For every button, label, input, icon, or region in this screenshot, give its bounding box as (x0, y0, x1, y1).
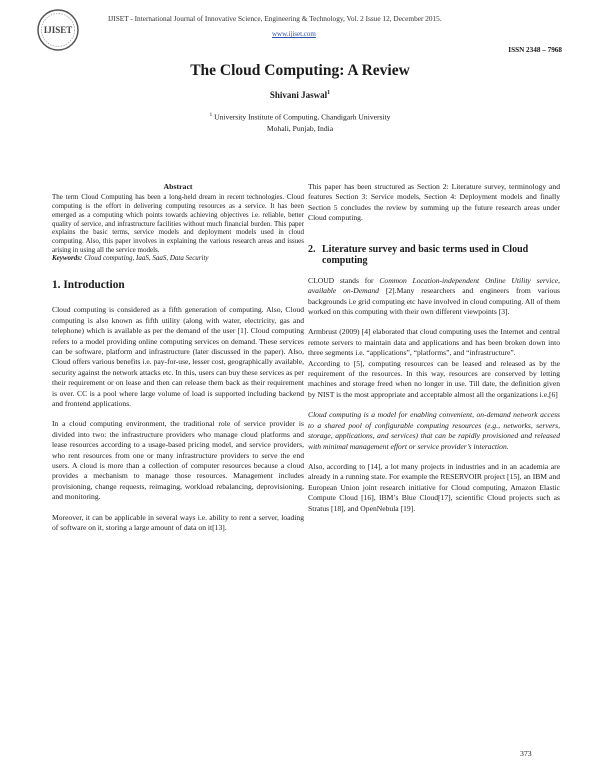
section-1-number: 1. (52, 279, 61, 292)
page-number: 373 (520, 749, 532, 758)
keywords-values: Cloud computing, IaaS, SaaS, Data Security (84, 254, 209, 263)
literature-paragraph-3: According to [5], computing resources can be leased and released as by the requirement of the resources. In this way, resources are conserved by letting machines and storage freed when no longer in use. Till date, the definition given by NIST is the most appropriate and acceptable almost all the organizations i.e.[6] (308, 358, 560, 399)
svg-text:IJISET: IJISET (43, 25, 73, 35)
affiliation-line-1 (0, 110, 600, 123)
ijiset-logo (36, 8, 80, 52)
cloud-acronym-expansion: Common Location-independent Online Utility service, available on-Demand (308, 275, 560, 296)
section-2-heading (308, 244, 560, 267)
literature-paragraph-1 (308, 276, 560, 318)
section-2-number: 2. (308, 243, 316, 255)
author-name (0, 90, 600, 100)
author-superscript: 1 (327, 90, 331, 96)
journal-url-link[interactable]: www.ijiset.com (272, 30, 316, 38)
affiliation-institute: University Institute of Computing, Chandigarh University (214, 112, 391, 122)
intro-paragraph-3: Moreover, it can be applicable in several ways i.e. ability to rent a server, loading of software on it, storing a large amount of data on it[13]. (52, 512, 304, 533)
abstract-text: The term Cloud Computing has been a long-held dream in recent technologies. Cloud computing is the effort in delivering computing resources as a service. It has been emerged as a computing which points towards achieving objectives i.e. reliable, better quality of service, and infrastructure facilities without much financial burden. This paper explains the basic terms, service models and deployment models used in cloud computing. Also, this paper involves in explaining the various research areas and issues arising in using all the service models. (52, 193, 304, 254)
literature-p1-start: CLOUD stands for (308, 275, 380, 285)
section-1-title: Introduction (63, 279, 125, 292)
author-name-text: Shivani Jaswal (269, 90, 328, 100)
keywords-line (52, 254, 304, 263)
journal-header: IJISET - International Journal of Innovative Science, Engineering & Technology, Vol. 2 Issue 12, December 2015. (108, 14, 442, 23)
issn-label: ISSN 2348 – 7968 (508, 46, 562, 54)
left-column (52, 182, 304, 533)
section-2-title: Literature survey and basic terms used in Cloud computing (322, 243, 529, 267)
structure-paragraph: This paper has been structured as Section 2: Literature survey, terminology and features Section 3: Service models, Section 4: Deployment models and finally Section 5 concludes the review by summing up the future research areas under Cloud computing. (308, 182, 560, 223)
affiliation (0, 110, 600, 134)
keywords-label: Keywords: (52, 254, 83, 263)
literature-paragraph-4: Also, according to [14], a lot many projects in industries and in an academia are already in a running state. For example the RESERVOIR project [15], an IBM and European Union joint research initiative for Cloud computing, Amazon Elastic Compute Cloud [16], IBM’s Blue Cloud[17], scientific Cloud projects such as Stratus [18], and OpenNebula [19]. (308, 461, 560, 513)
intro-paragraph-1: Cloud computing is considered as a fifth generation of computing. Also, Cloud computing is also known as fifth utility (along with water, electricity, gas and telephone) which is available as per the demand of the user [1]. Cloud computing refers to a model providing online computing services on demand. These services can be software, platform and infrastructure (later discussed in the paper). Also, Cloud offers various benefits i.e. pay-for-use, lesser cost, geographically available, security against the network attacks etc. In this, users can buy these services as per their requirement or on lease and then can release them back as their requirement is over. CC is a pool where large volume of load is supported including backend and frontend applications. (52, 305, 304, 408)
paper-title: The Cloud Computing: A Review (190, 62, 410, 79)
nist-definition-quote: Cloud computing is a model for enabling convenient, on-demand network access to a shared pool of configurable computing resources (e.g., networks, servers, storage, applications, and services) that can be rapidly provisioned and released with minimal management effort or service provider’s interaction. (308, 410, 560, 451)
section-1-heading (52, 279, 304, 291)
literature-p1-end: [2].Many researchers and engineers from various backgrounds i.e grid computing etc have involved in cloud computing. All of them worked on this computing with their own different viewpoints [3]. (308, 286, 560, 317)
affiliation-line-2: Mohali, Punjab, India (266, 123, 334, 133)
abstract-heading: Abstract (163, 182, 193, 191)
right-column (308, 182, 560, 514)
intro-paragraph-2: In a cloud computing environment, the traditional role of service provider is divided into two: the infrastructure providers who manage cloud platforms and lease resources according to a usage-based pricing model, and service providers, who rent resources from one or many infrastructure providers to serve the end users. A cloud is more than a collection of computer resources because a cloud provides a mechanism to manage those resources. Management includes provisioning, change requests, reimaging, workload rebalancing, deprovisioning, and monitoring. (52, 419, 304, 502)
affiliation-superscript: 1 (209, 112, 213, 118)
literature-paragraph-2: Armbrust (2009) [4] elaborated that cloud computing uses the Internet and central remote servers to maintain data and applications and has been broken down into three segments i.e. “applications”, “platforms”, and “infrastructure”. (308, 327, 560, 358)
